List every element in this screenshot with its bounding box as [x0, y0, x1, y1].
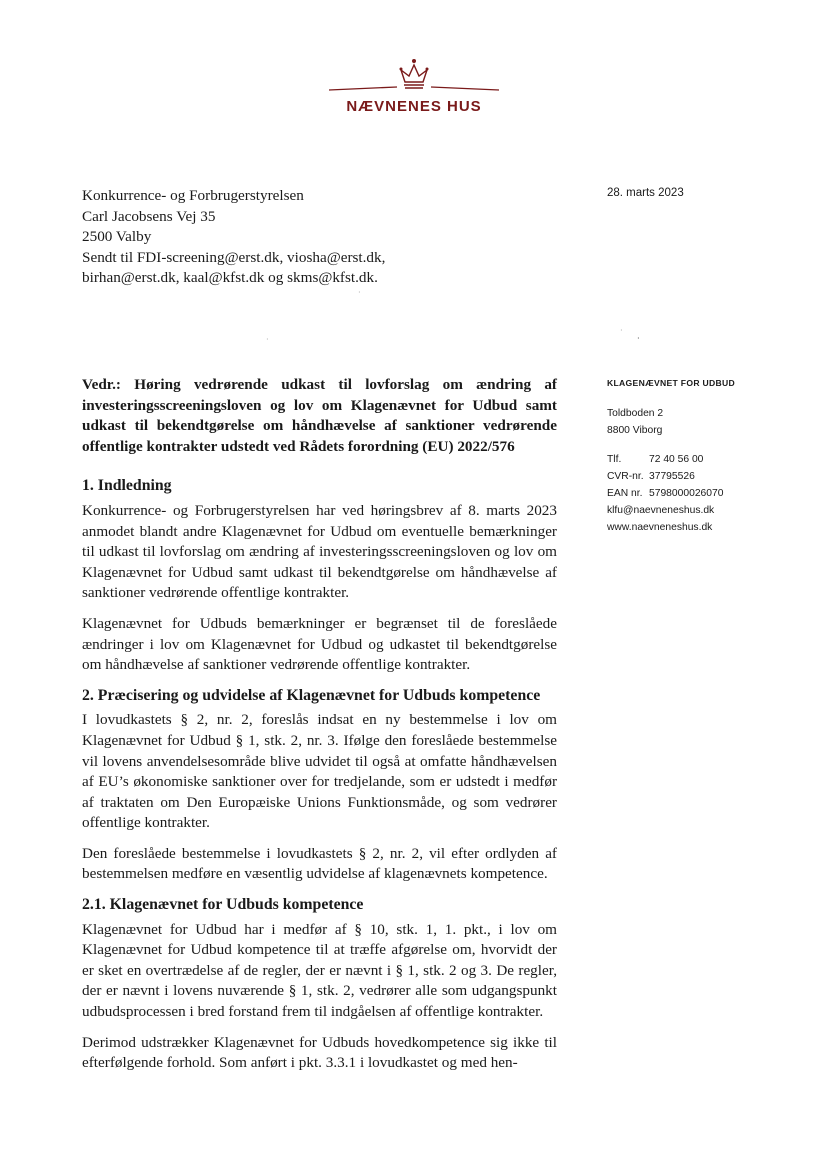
letter-body	[82, 375, 557, 1084]
scan-speck: ·	[358, 288, 361, 297]
contact-value: 37795526	[649, 471, 695, 482]
recipient-line: birhan@erst.dk, kaal@kfst.dk og skms@kfst.dk.	[82, 269, 378, 287]
scan-speck: ·	[266, 335, 269, 344]
paragraph: Klagenævnet for Udbud har i medfør af § 10, stk. 1, 1. pkt., i lov om Klagenævnet for Udbud kompetence til at træffe afgørelse om, hvorvidt der er sket en overtrædelse af de regler, der er nævnt i § 1, stk. 2 og 3. De regler, der er nævnt i lovens nuværende § 1, stk. 2, vedrører alle som udgangspunkt udbudsprocessen i bred forstand frem til indgåelsen af offentlige kontrakter.	[82, 920, 557, 1021]
crown-icon	[329, 56, 499, 94]
section-heading: 2.1. Klagenævnet for Udbuds kompetence	[82, 896, 364, 914]
sender-org: KLAGENÆVNET FOR UDBUD	[607, 378, 736, 388]
paragraph: Klagenævnet for Udbuds bemærkninger er begrænset til de foreslåede ændringer i lov om Klagenævnet for Udbud og udkastet til bekendtgørelse om håndhævelse af sanktioner vedrørende offentlige kontrakter.	[82, 614, 557, 674]
sender-address-line: 8800 Viborg	[607, 425, 663, 436]
paragraph: Derimod udstrækker Klagenævnet for Udbuds hovedkompetence sig ikke til efterfølgende forhold. Som anført i pkt. 3.3.1 i lovudkastet og med hen-	[82, 1033, 557, 1072]
paragraph: Konkurrence- og Forbrugerstyrelsen har ved høringsbrev af 8. marts 2023 anmodet blandt andre Klagenævnet for Udbud om eventuelle bemærkninger til udkast til lovforslag om ændring af investeringsscreeningsloven og lov om Klagenævnet for Udbud samt udkast til bekendtgørelse om håndhævelse af sanktioner vedrørende offentlige kontrakter.	[82, 501, 557, 602]
scan-speck: ·	[637, 334, 640, 343]
sender-cvr	[607, 468, 807, 485]
recipient-line: Sendt til FDI-screening@erst.dk, viosha@erst.dk,	[82, 248, 386, 266]
sender-website[interactable]: www.naevneneshus.dk	[607, 522, 713, 533]
recipient-line: 2500 Valby	[82, 228, 152, 246]
letterhead-logo	[0, 56, 828, 115]
sender-phone	[607, 451, 807, 468]
letter-date: 28. marts 2023	[607, 187, 684, 199]
recipient-line: Konkurrence- og Forbrugerstyrelsen	[82, 187, 304, 204]
paragraph: Den foreslåede bestemmelse i lovudkastets § 2, nr. 2, vil efter ordlyden af bestemmelsen medføre en væsentlig udvidelse af klagenævnets kompetence.	[82, 844, 557, 883]
sender-email[interactable]: klfu@naevneneshus.dk	[607, 505, 715, 516]
recipient-address	[82, 186, 385, 289]
scan-speck: ·	[620, 326, 623, 335]
subject-line: Vedr.: Høring vedrørende udkast til lovforslag om ændring af investeringsscreeningsloven og lov om Klagenævnet for Udbud samt udkast til bekendtgørelse om håndhævelse af sanktioner vedrørende offentlige kontrakter udstedt ved Rådets forordning (EU) 2022/576	[82, 376, 557, 455]
contact-value: 72 40 56 00	[649, 454, 704, 465]
contact-label: CVR-nr.	[607, 471, 644, 482]
contact-label: EAN nr.	[607, 488, 643, 499]
section-heading: 1. Indledning	[82, 477, 172, 495]
recipient-line: Carl Jacobsens Vej 35	[82, 207, 216, 225]
contact-value: 5798000026070	[649, 488, 724, 499]
logo-name: NÆVNENES HUS	[346, 98, 482, 115]
contact-label: Tlf.	[607, 454, 622, 465]
sender-address-line: Toldboden 2	[607, 408, 664, 419]
section-heading: 2. Præcisering og udvidelse af Klagenævnet for Udbuds kompetence	[82, 686, 541, 704]
paragraph: I lovudkastets § 2, nr. 2, foreslås indsat en ny bestemmelse i lov om Klagenævnet for Udbud § 1, stk. 2, nr. 3. Ifølge den foreslåede bestemmelse vil lovens anvendelsesområde blive udvidet til også at omfatte håndhævelsen af EU’s økonomiske sanktioner over for tredjelande, som er udstedt i medfør af traktaten om Den Europæiske Unions Funktionsmåde, og som vedrører offentlige kontrakter.	[82, 711, 557, 832]
sender-block	[607, 375, 807, 536]
sender-ean	[607, 485, 807, 502]
